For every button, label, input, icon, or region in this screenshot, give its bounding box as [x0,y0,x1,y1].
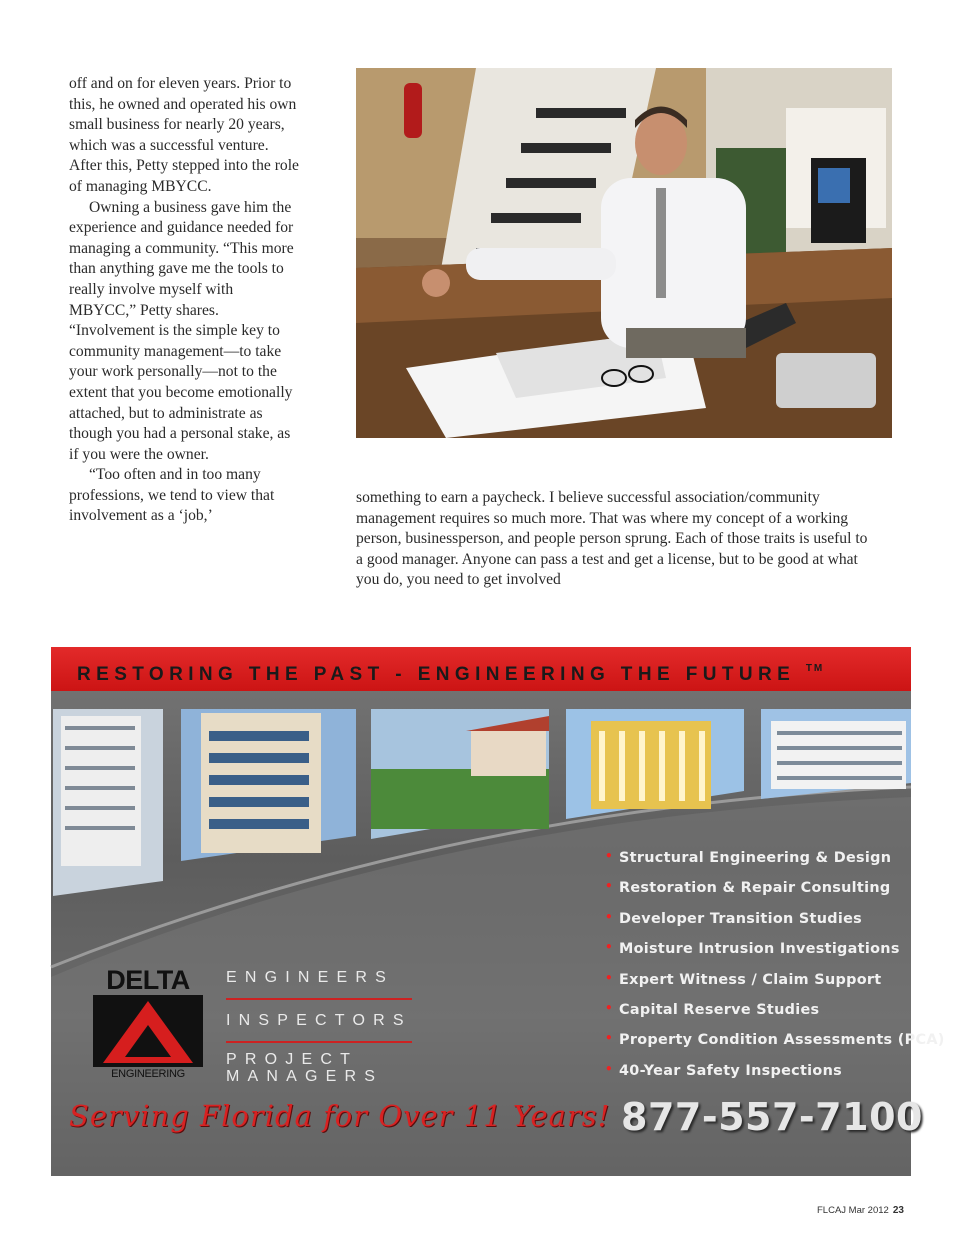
article-paragraph: off and on for eleven years. Prior to this, he owned and operated his own small business for nearly 20 years, which was a successful venture. After this, Petty stepped into the role of managing MBYCC. [69,75,299,195]
service-item: • Structural Engineering & Design [605,849,892,866]
bullet-icon: • [605,849,613,863]
service-item: • Property Condition Assessments (PCA) [605,1031,945,1049]
ad-banner-text: RESTORING THE PAST - ENGINEERING THE FUTURE [77,664,796,685]
trademark-mark: TM [805,663,825,674]
ad-banner [51,647,911,691]
delta-engineering-ad [51,647,945,1176]
logo-wordmark: DELTA [106,965,190,995]
service-item: • 40-Year Safety Inspections [605,1061,842,1079]
bullet-icon: • [605,940,613,955]
bullet-icon: • [605,909,613,924]
service-item: • Expert Witness / Claim Support [605,970,882,988]
phone-number: 877-557-7100 [621,1095,923,1139]
logo-subtitle: ENGINEERING [111,1068,185,1080]
article-right-column [356,488,876,591]
article-left-column [69,74,301,527]
page-number: 23 [892,1205,904,1216]
service-item: • Restoration & Repair Consulting [605,879,891,897]
bullet-icon: • [605,1061,613,1076]
article-paragraph: something to earn a paycheck. I believe successful association/community management requires so much more. That was where my concept of a working person, businessperson, and people person sprung. Each of those traits is useful to a good manager. Anyone can pass a test and get a license, but to be good at what you do, you need to get involved [356,489,868,589]
role-engineers: ENGINEERS [226,969,395,986]
bullet-icon: • [605,879,613,894]
service-item: • Developer Transition Studies [605,909,863,927]
page-footer [817,1205,904,1216]
roles-list [226,965,416,1085]
divider [226,1041,412,1043]
service-item: • Capital Reserve Studies [605,1000,820,1018]
service-item: • Moisture Intrusion Investigations [605,940,900,958]
role-project: PROJECT [226,1051,359,1068]
article-paragraph: “Too often and in too many professions, we tend to view that involvement as a ‘job,’ [69,466,275,525]
role-managers: MANAGERS [226,1068,384,1085]
publication-info: FLCAJ Mar 2012 [817,1205,889,1216]
delta-triangle-icon [93,995,203,1067]
ad-tagline: Serving Florida for Over 11 Years! [69,1099,611,1133]
bullet-icon: • [605,1000,613,1015]
divider [226,998,412,1000]
bullet-icon: • [605,970,613,985]
delta-logo [93,965,203,1087]
bullet-icon: • [605,1031,613,1046]
office-photo [356,68,892,438]
role-inspectors: INSPECTORS [226,1012,412,1029]
services-list [605,845,945,1088]
article-paragraph: Owning a business gave him the experience and guidance needed for managing a community. “This more than anything gave me the tools to really involve myself with MBYCC,” Petty shares. “Involvement is the simple key to community management—to take your work personally—not to the extent that you become emotionally attached, but to administrate as though you had a personal stake, as if you were the owner. [69,198,294,463]
